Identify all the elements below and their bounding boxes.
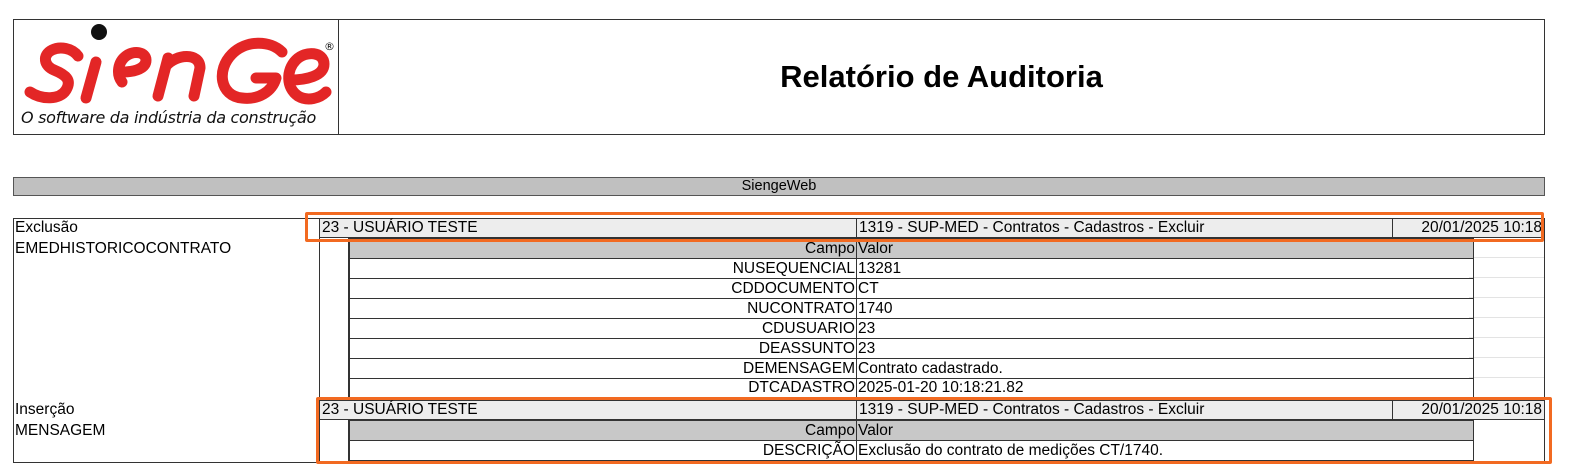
field-value: CT [857, 279, 1474, 299]
field-value: Contrato cadastrado. [857, 359, 1474, 379]
table-row [350, 259, 1474, 279]
registered-mark: ® [324, 40, 335, 53]
table-row [350, 359, 1474, 379]
sienge-logo [14, 20, 339, 134]
field-name: NUCONTRATO [350, 299, 857, 319]
system-name-bar: SiengeWeb [13, 177, 1545, 196]
field-value: 13281 [857, 259, 1474, 279]
table-row [350, 441, 1474, 461]
right-column [1469, 420, 1545, 462]
field-value: 23 [857, 339, 1474, 359]
field-name: DTCADASTRO [350, 379, 857, 398]
table-row [350, 299, 1474, 319]
table-row [350, 379, 1474, 398]
audit-entry [13, 400, 1545, 462]
column-header-valor: Valor [857, 239, 1474, 259]
field-table-header [350, 421, 1474, 441]
report-header [13, 19, 1545, 135]
column-header-valor: Valor [857, 421, 1474, 441]
audit-frame-bottom [13, 462, 319, 463]
table-name: EMEDHISTORICOCONTRATO [15, 240, 232, 257]
field-table [349, 420, 1474, 461]
field-table-header [350, 239, 1474, 259]
field-name: DESCRIÇÃO [350, 441, 857, 461]
field-name: CDDOCUMENTO [350, 279, 857, 299]
field-name: CDUSUARIO [350, 319, 857, 339]
table-name: MENSAGEM [15, 422, 106, 439]
field-name: DEMENSAGEM [350, 359, 857, 379]
operation-label: Inserção [15, 401, 75, 418]
user-name: 23 - USUÁRIO TESTE [322, 219, 478, 236]
column-header-campo: Campo [350, 421, 857, 441]
field-value: 23 [857, 319, 1474, 339]
field-value: Exclusão do contrato de medições CT/1740. [857, 441, 1474, 461]
audit-info-row [319, 400, 1545, 420]
permission-name: 1319 - SUP-MED - Contratos - Cadastros - Excluir [856, 219, 1204, 237]
field-table [349, 238, 1474, 398]
field-name: DEASSUNTO [350, 339, 857, 359]
report-title: Relatório de Auditoria [780, 59, 1103, 94]
indent-column [319, 238, 349, 400]
field-value: 2025-01-20 10:18:21.82 [857, 379, 1474, 398]
column-header-campo: Campo [350, 239, 857, 259]
audit-datetime: 20/01/2025 10:18 [1392, 401, 1544, 419]
user-name: 23 - USUÁRIO TESTE [322, 401, 478, 418]
sienge-logo-mark [20, 22, 336, 108]
title-area [339, 20, 1544, 134]
indent-column [319, 420, 349, 462]
right-column [1469, 238, 1545, 400]
audit-info-row [319, 218, 1545, 238]
logo-tagline: O software da indústria da construção [21, 108, 316, 127]
audit-entry [13, 218, 1545, 400]
audit-datetime: 20/01/2025 10:18 [1392, 219, 1544, 237]
table-row [350, 279, 1474, 299]
table-row [350, 339, 1474, 359]
table-row [350, 319, 1474, 339]
operation-label: Exclusão [15, 219, 78, 236]
field-value: 1740 [857, 299, 1474, 319]
permission-name: 1319 - SUP-MED - Contratos - Cadastros - Excluir [856, 401, 1204, 419]
field-name: NUSEQUENCIAL [350, 259, 857, 279]
